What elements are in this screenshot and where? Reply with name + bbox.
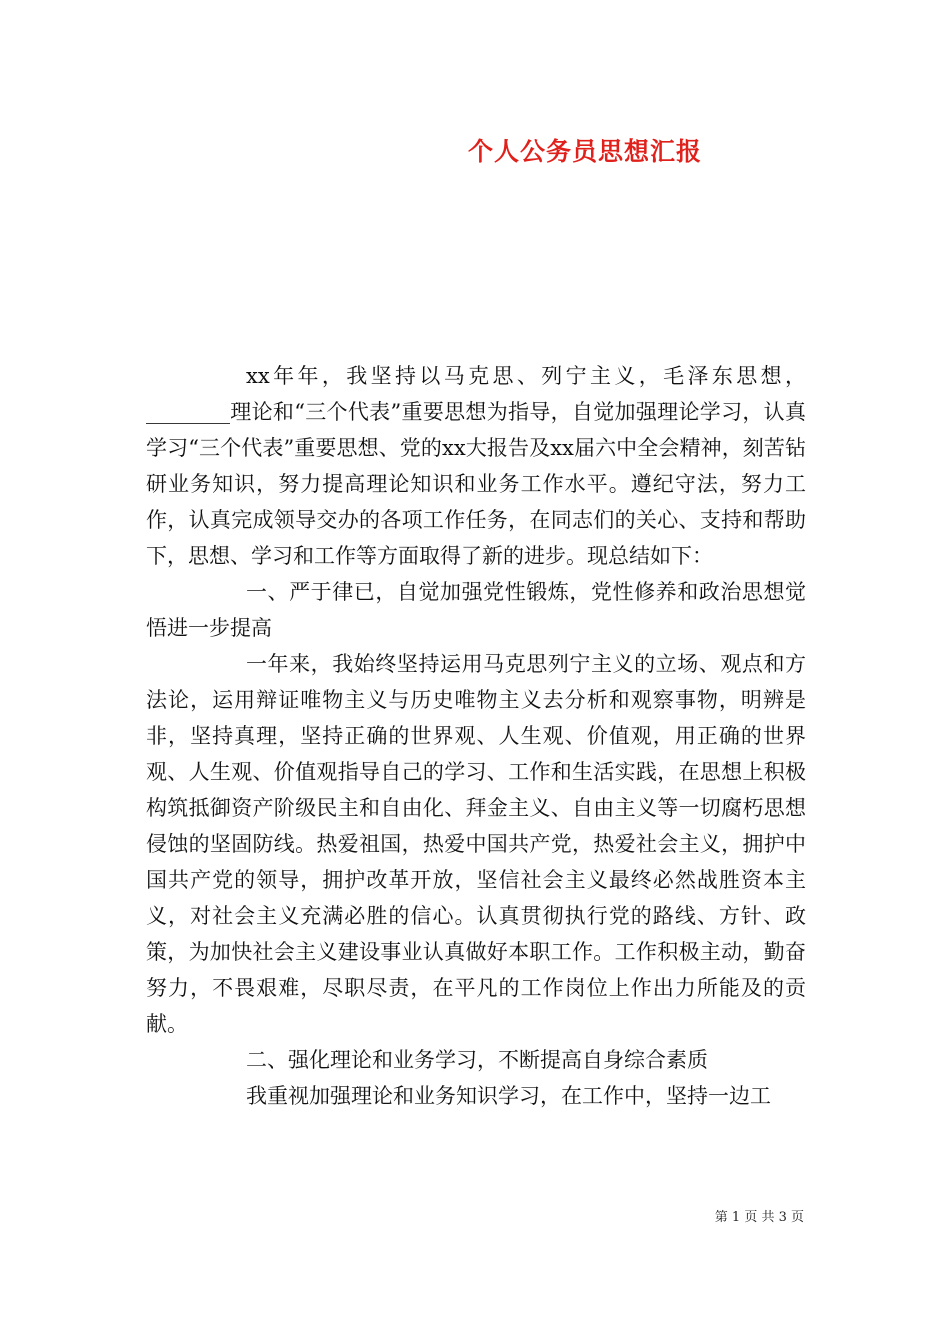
- section-heading-2: 二、强化理论和业务学习，不断提高自身综合素质: [246, 1048, 708, 1072]
- page-number-footer: 第 1 页 共 3 页: [714, 1210, 804, 1225]
- paragraph-section-2: 我重视加强理论和业务知识学习，在工作中，坚持一边工: [246, 1084, 771, 1108]
- section-heading-1: 一、严于律已，自觉加强党性锻炼，党性修养和政治思想觉悟进一步提高: [146, 580, 806, 640]
- document-title: [0, 132, 950, 168]
- document-body: [146, 358, 806, 1114]
- paragraph-section-1: 一年来，我始终坚持运用马克思列宁主义的立场、观点和方法论，运用辩证唯物主义与历史唯物主义去分析和观察事物，明辨是非，坚持真理，坚持正确的世界观、人生观、价值观，用正确的世界观、人生观、价值观指导自己的学习、工作和生活实践，在思想上积极构筑抵御资产阶级民主和自由化、拜金主义、自由主义等一切腐朽思想侵蚀的坚固防线。热爱祖国，热爱中国共产党，热爱社会主义，拥护中国共产党的领导，拥护改革开放，坚信社会主义最终必然战胜资本主义，对社会主义充满必胜的信心。认真贯彻执行党的路线、方针、政策，为加快社会主义建设事业认真做好本职工作。工作积极主动，勤奋努力，不畏艰难，尽职尽责，在平凡的工作岗位上作出力所能及的贡献。: [146, 652, 806, 1036]
- document-title-text: 个人公务员思想汇报: [467, 137, 702, 166]
- paragraph-intro: xx年年，我坚持以马克思、列宁主义，毛泽东思想，________理论和“三个代表”重要思想为指导，自觉加强理论学习，认真学习“三个代表”重要思想、党的xx大报告及xx届六中全会精神，刻苦钻研业务知识，努力提高理论知识和业务工作水平。遵纪守法，努力工作，认真完成领导交办的各项工作任务，在同志们的关心、支持和帮助下，思想、学习和工作等方面取得了新的进步。现总结如下：: [146, 364, 806, 568]
